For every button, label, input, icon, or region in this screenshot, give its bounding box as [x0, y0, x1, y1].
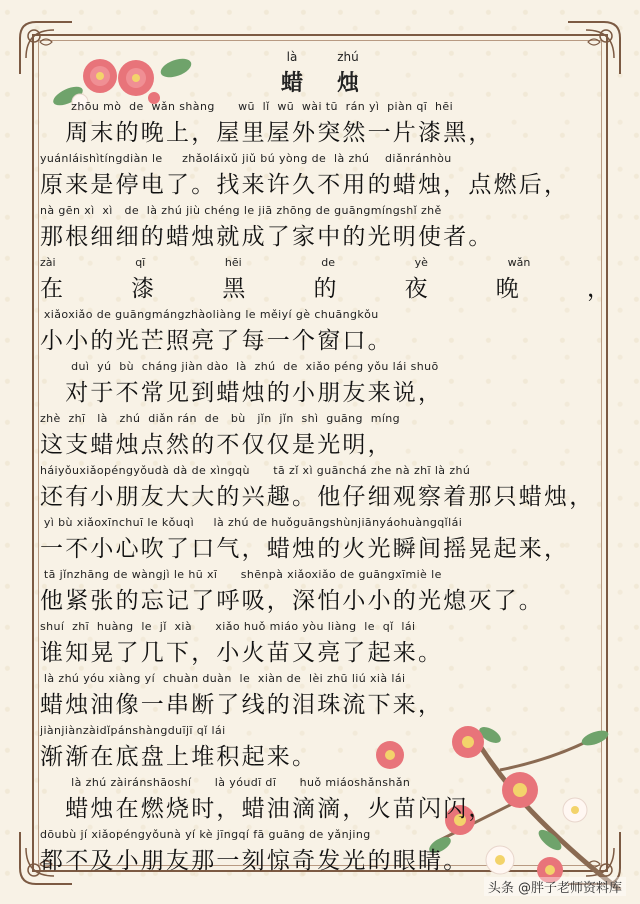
title-block [0, 50, 640, 97]
char: 在 [40, 276, 63, 302]
line-text: 他紧张的忘记了呼吸，深怕小小的光熄灭了。 [40, 588, 544, 614]
line-pinyin [40, 256, 610, 270]
line-pinyin: dōubù jí xiǎopéngyǒunà yí kè jīngqí fā guāng de yǎnjing [40, 828, 371, 841]
char: 晚 [495, 276, 519, 302]
line-text: 小小的光芒照亮了每一个窗口。 [40, 328, 393, 354]
line-pinyin: tā jǐnzhāng de wàngjì le hū xī shēnpà xiǎoxiǎo de guāngxīmiè le [40, 568, 442, 581]
char: 夜 [404, 276, 428, 302]
pinyin-syllable: qī [135, 256, 146, 269]
page-title [0, 66, 640, 97]
line-text: 还有小朋友大大的兴趣。他仔细观察着那只蜡烛， [40, 484, 595, 510]
title-char: 蜡 [280, 71, 303, 96]
line-text: 谁知晃了几下，小火苗又亮了起来。 [40, 640, 444, 666]
char: 的 [313, 276, 337, 302]
pinyin-syllable: hēi [224, 256, 242, 269]
line-pinyin: duì yú bù cháng jiàn dào là zhú de xiǎo péng yǒu lái shuō [40, 360, 439, 373]
char: ， [586, 276, 610, 302]
title-pinyin [0, 50, 640, 66]
pinyin-syllable: de [321, 256, 336, 269]
line-text: 周末的晚上，屋里屋外突然一片漆黑， [40, 120, 494, 146]
pinyin-syllable: zài [40, 256, 56, 269]
line-text: 那根细细的蜡烛就成了家中的光明使者。 [40, 224, 494, 250]
line-text: 原来是停电了。找来许久不用的蜡烛，点燃后， [40, 172, 570, 198]
line-pinyin: là zhú zàiránshāoshí là yóudī dī huǒ miáoshǎnshǎn [40, 776, 411, 789]
line-text: 对于不常见到蜡烛的小朋友来说， [40, 380, 444, 406]
line-pinyin: nà gēn xì xì de là zhú jiù chéng le jiā zhōng de guāngmíngshǐ zhě [40, 204, 442, 217]
line-pinyin: xiǎoxiǎo de guāngmángzhàoliàng le měiyí gè chuāngkǒu [40, 308, 379, 321]
char: 漆 [131, 276, 155, 302]
line-text: 蜡烛油像一串断了线的泪珠流下来， [40, 692, 444, 718]
line-pinyin: shuí zhī huàng le jǐ xià xiǎo huǒ miáo yòu liàng le qǐ lái [40, 620, 416, 633]
line-text [40, 270, 610, 302]
line-pinyin: yì bù xiǎoxīnchuī le kǒuqì là zhú de huǒguāngshùnjiānyáohuàngqǐlái [40, 516, 463, 529]
title-pinyin-syllable: zhú [337, 50, 359, 64]
line-pinyin: háiyǒuxiǎopéngyǒudà dà de xìngqù tā zǐ xì guānchá zhe nà zhī là zhú [40, 464, 471, 477]
line-pinyin: zhōu mò de wǎn shàng wū lǐ wū wài tū rán yì piàn qī hēi [40, 100, 454, 113]
line-text: 渐渐在底盘上堆积起来。 [40, 744, 318, 770]
pinyin-syllable: yè [414, 256, 428, 269]
line-text: 这支蜡烛点然的不仅仅是光明， [40, 432, 393, 458]
line-pinyin: yuánláishìtíngdiàn le zhǎoláixǔ jiǔ bú yòng de là zhú diǎnránhòu [40, 152, 452, 165]
char: 黑 [222, 276, 246, 302]
line-pinyin: jiànjiànzàidǐpánshàngduījī qǐ lái [40, 724, 226, 737]
line-text: 蜡烛在燃烧时，蜡油滴滴，火苗闪闪， [40, 796, 494, 822]
title-pinyin-syllable: là [286, 50, 298, 64]
line-text: 一不小心吹了口气，蜡烛的火光瞬间摇晃起来， [40, 536, 570, 562]
title-char: 烛 [336, 71, 359, 96]
pinyin-syllable: wǎn [507, 256, 531, 269]
line-pinyin: là zhú yóu xiàng yí chuàn duàn le xiàn de lèi zhū liú xià lái [40, 672, 406, 685]
line-text: 都不及小朋友那一刻惊奇发光的眼睛。 [40, 848, 469, 874]
watermark: 头条 @胖子老师资料库 [484, 877, 626, 896]
line-pinyin: zhè zhī là zhú diǎn rán de bù jǐn jǐn shì guāng míng [40, 412, 401, 425]
